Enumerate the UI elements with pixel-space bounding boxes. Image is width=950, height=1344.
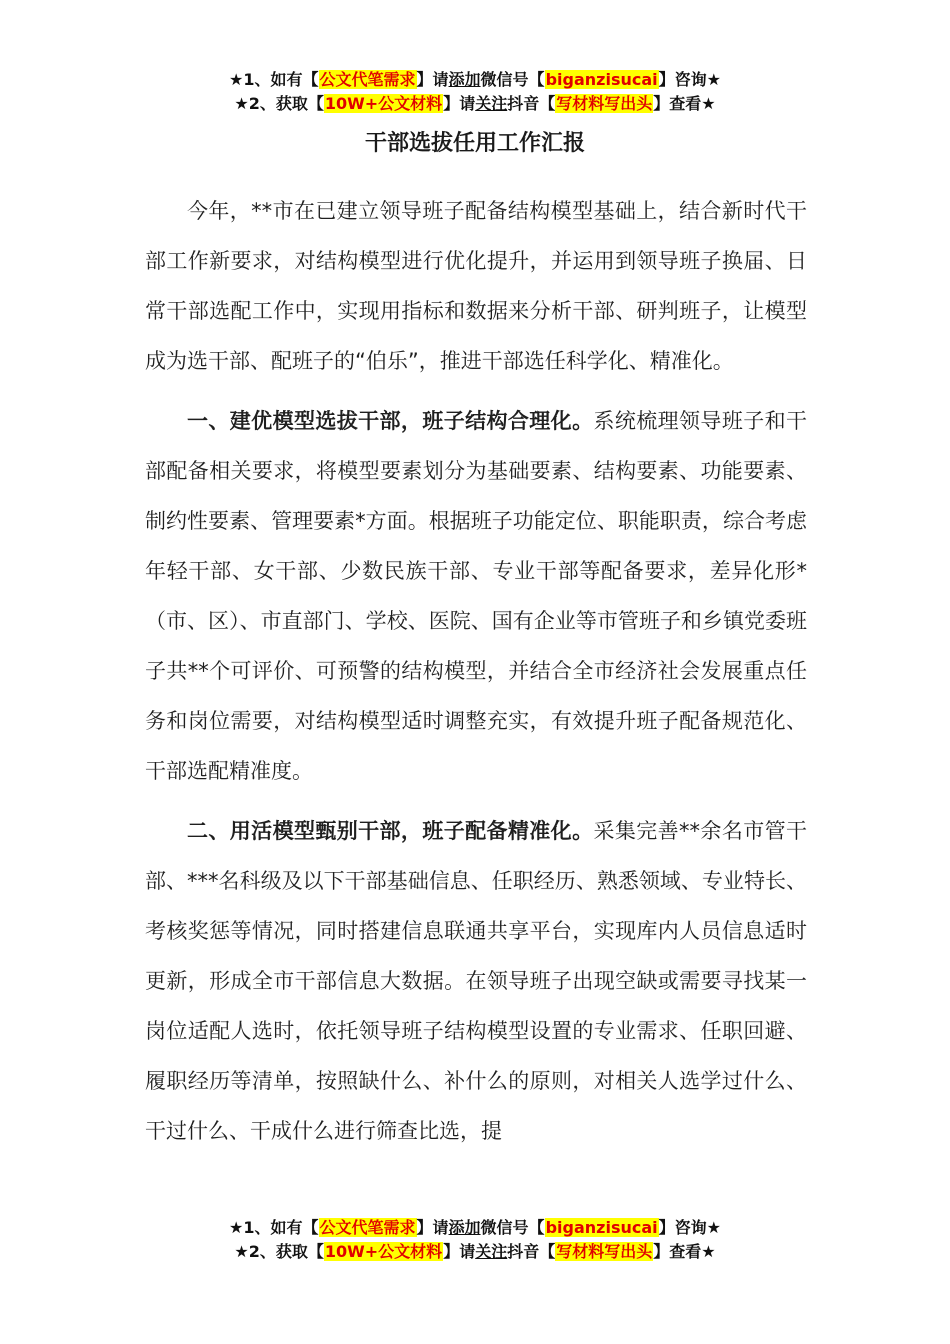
section-2-paragraph bbox=[145, 806, 807, 1156]
section-1-paragraph bbox=[145, 396, 807, 796]
intro-paragraph: 今年，**市在已建立领导班子配备结构模型基础上，结合新时代干部工作新要求，对结构模型进行优化提升，并运用到领导班子换届、日常干部选配工作中，实现用指标和数据来分析干部、研判班子，让模型成为选干部、配班子的“伯乐”，推进干部选任科学化、精准化。 bbox=[145, 199, 807, 373]
banner-underlined: 添加 bbox=[448, 1218, 481, 1237]
banner-douyin-id: 写材料写出头 bbox=[556, 1242, 653, 1261]
banner-text: 】咨询★ bbox=[658, 70, 721, 89]
banner-text: 】请 bbox=[416, 70, 449, 89]
banner-underlined: 关注 bbox=[475, 1242, 508, 1261]
banner-text: ★1、如有【 bbox=[229, 70, 319, 89]
banner-text: ★2、获取【 bbox=[234, 1242, 324, 1261]
banner-text: 抖音【 bbox=[507, 1242, 556, 1261]
section-1-text: 系统梳理领导班子和干部配备相关要求，将模型要素划分为基础要素、结构要素、功能要素、制约性要素、管理要素*方面。根据班子功能定位、职能职责，综合考虑年轻干部、女干部、少数民族干部、专业干部等配备要求，差异化形*（市、区）、市直部门、学校、医院、国有企业等市管班子和乡镇党委班子共**个可评价、可预警的结构模型，并结合全市经济社会发展重点任务和岗位需要，对结构模型适时调整充实，有效提升班子配备规范化、干部选配精准度。 bbox=[145, 409, 808, 783]
header-banner bbox=[0, 68, 950, 116]
banner-text: 】咨询★ bbox=[658, 1218, 721, 1237]
banner-text: 】请 bbox=[416, 1218, 449, 1237]
banner-wechat-id: biganzisucai bbox=[545, 70, 658, 89]
banner-text: 微信号【 bbox=[480, 70, 545, 89]
footer-banner bbox=[0, 1216, 950, 1264]
banner-text: 】查看★ bbox=[653, 1242, 716, 1261]
banner-highlight: 10W+公文材料 bbox=[324, 94, 443, 113]
section-2-heading: 二、用活模型甄别干部，班子配备精准化。 bbox=[187, 819, 594, 843]
banner-douyin-id: 写材料写出头 bbox=[556, 94, 653, 113]
banner-line-1 bbox=[0, 1216, 950, 1240]
banner-line-2 bbox=[0, 1240, 950, 1264]
banner-highlight: 公文代笔需求 bbox=[319, 70, 416, 89]
section-2-text: 采集完善**余名市管干部、***名科级及以下干部基础信息、任职经历、熟悉领域、专业特长、考核奖惩等情况，同时搭建信息联通共享平台，实现库内人员信息适时更新，形成全市干部信息大数据。在领导班子出现空缺或需要寻找某一岗位适配人选时，依托领导班子结构模型设置的专业需求、任职回避、履职经历等清单，按照缺什么、补什么的原则，对相关人选学过什么、干过什么、干成什么进行筛查比选，提 bbox=[145, 819, 808, 1143]
section-1-heading: 一、建优模型选拔干部，班子结构合理化。 bbox=[187, 409, 594, 433]
banner-highlight: 公文代笔需求 bbox=[319, 1218, 416, 1237]
banner-text: 】请 bbox=[443, 1242, 476, 1261]
document-body bbox=[145, 186, 807, 1156]
banner-text: 抖音【 bbox=[507, 94, 556, 113]
document-title: 干部选拔任用工作汇报 bbox=[364, 131, 585, 156]
banner-text: ★1、如有【 bbox=[229, 1218, 319, 1237]
banner-line-1 bbox=[0, 68, 950, 92]
banner-text: 微信号【 bbox=[480, 1218, 545, 1237]
banner-underlined: 添加 bbox=[448, 70, 481, 89]
banner-text: 】请 bbox=[443, 94, 476, 113]
banner-wechat-id: biganzisucai bbox=[545, 1218, 658, 1237]
banner-text: 】查看★ bbox=[653, 94, 716, 113]
banner-underlined: 关注 bbox=[475, 94, 508, 113]
banner-line-2 bbox=[0, 92, 950, 116]
banner-highlight: 10W+公文材料 bbox=[324, 1242, 443, 1261]
banner-text: ★2、获取【 bbox=[234, 94, 324, 113]
